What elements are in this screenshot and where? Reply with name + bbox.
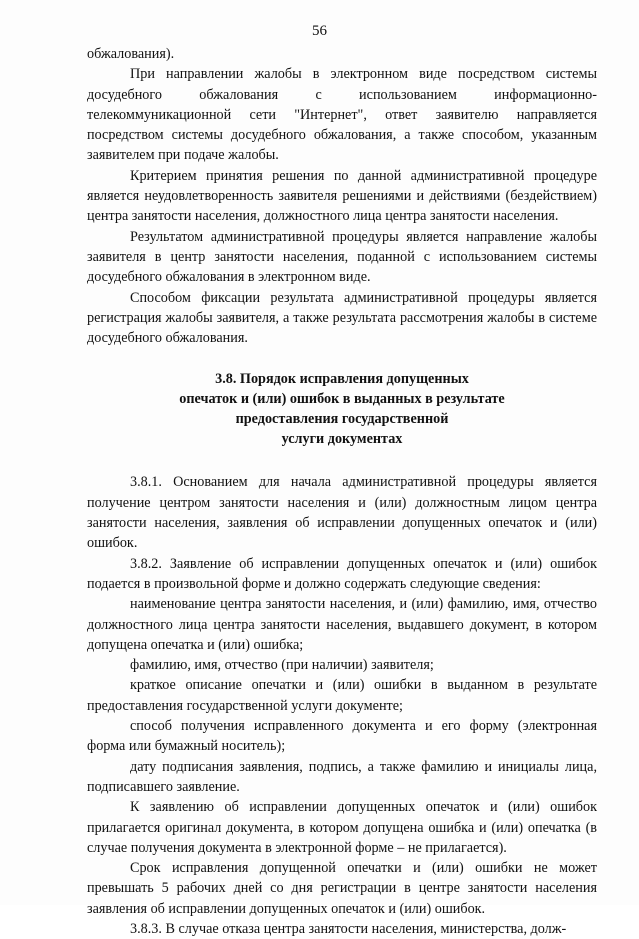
paragraph: При направлении жалобы в электронном виде посредством системы досудебного обжалования с использованием информационно-телекоммуникационной сети "Интернет", ответ заявителю направляется посредством системы досудебного обжалования, а также способом, указанным заявителем при подаче жалобы. bbox=[87, 66, 597, 164]
list-item: дату подписания заявления, подпись, а также фамилию и инициалы лица, подписавшего заявление. bbox=[87, 758, 597, 795]
section-heading-line: услуги документах bbox=[281, 431, 403, 448]
page-number: 56 bbox=[312, 23, 327, 39]
paragraph: обжалования). bbox=[87, 46, 175, 62]
paragraph: Срок исправления допущенной опечатки и (или) ошибки не может превышать 5 рабочих дней со дня регистрации в центре занятости населения заявления об исправлении допущенных опечаток и (или) ошибок. bbox=[87, 860, 597, 917]
section-heading-line: 3.8. Порядок исправления допущенных bbox=[215, 371, 469, 388]
list-item: способ получения исправленного документа и его форму (электронная форма или бумажный носитель); bbox=[87, 718, 597, 755]
page-body bbox=[87, 44, 597, 939]
paragraph: Критерием принятия решения по данной административной процедуре является неудовлетворенность заявителя решениями и действиями (бездействием) центра занятости населения, должностного лица центра занятости населения. bbox=[87, 167, 597, 225]
paragraph: Способом фиксации результата административной процедуры является регистрация жалобы заявителя, а также результата рассмотрения жалобы в системе досудебного обжалования. bbox=[87, 289, 597, 347]
paragraph: К заявлению об исправлении допущенных опечаток и (или) ошибок прилагается оригинал документа, в котором допущена ошибка и (или) опечатка (в случае получения документа в электронной форме – не прилагается). bbox=[87, 799, 597, 856]
paragraph: 3.8.2. Заявление об исправлении допущенных опечаток и (или) ошибок подается в произвольной форме и должно содержать следующие сведения: bbox=[87, 555, 597, 592]
paragraph: 3.8.3. В случае отказа центра занятости населения, министерства, долж- bbox=[130, 920, 567, 937]
section-heading-line: опечаток и (или) ошибок в выданных в результате bbox=[179, 391, 505, 408]
section-heading-line: предоставления государственной bbox=[235, 411, 449, 428]
list-item: наименование центра занятости населения, и (или) фамилию, имя, отчество должностного лица центра занятости населения, выдавшего документ, в котором допущена опечатка и (или) ошибка; bbox=[87, 596, 597, 653]
paragraph: Результатом административной процедуры является направление жалобы заявителя в центр занятости населения, поданной с использованием системы досудебного обжалования в электронном виде. bbox=[87, 228, 597, 286]
list-item: фамилию, имя, отчество (при наличии) заявителя; bbox=[130, 657, 434, 674]
paragraph: 3.8.1. Основанием для начала административной процедуры является получение центром занятости населения и (или) должностным лицом центра занятости населения, заявления об исправлении допущенных опечаток и (или) ошибок. bbox=[87, 474, 597, 552]
list-item: краткое описание опечатки и (или) ошибки в выданном в результате предоставления государственной услуги документе; bbox=[87, 677, 597, 714]
section-heading bbox=[87, 369, 597, 449]
